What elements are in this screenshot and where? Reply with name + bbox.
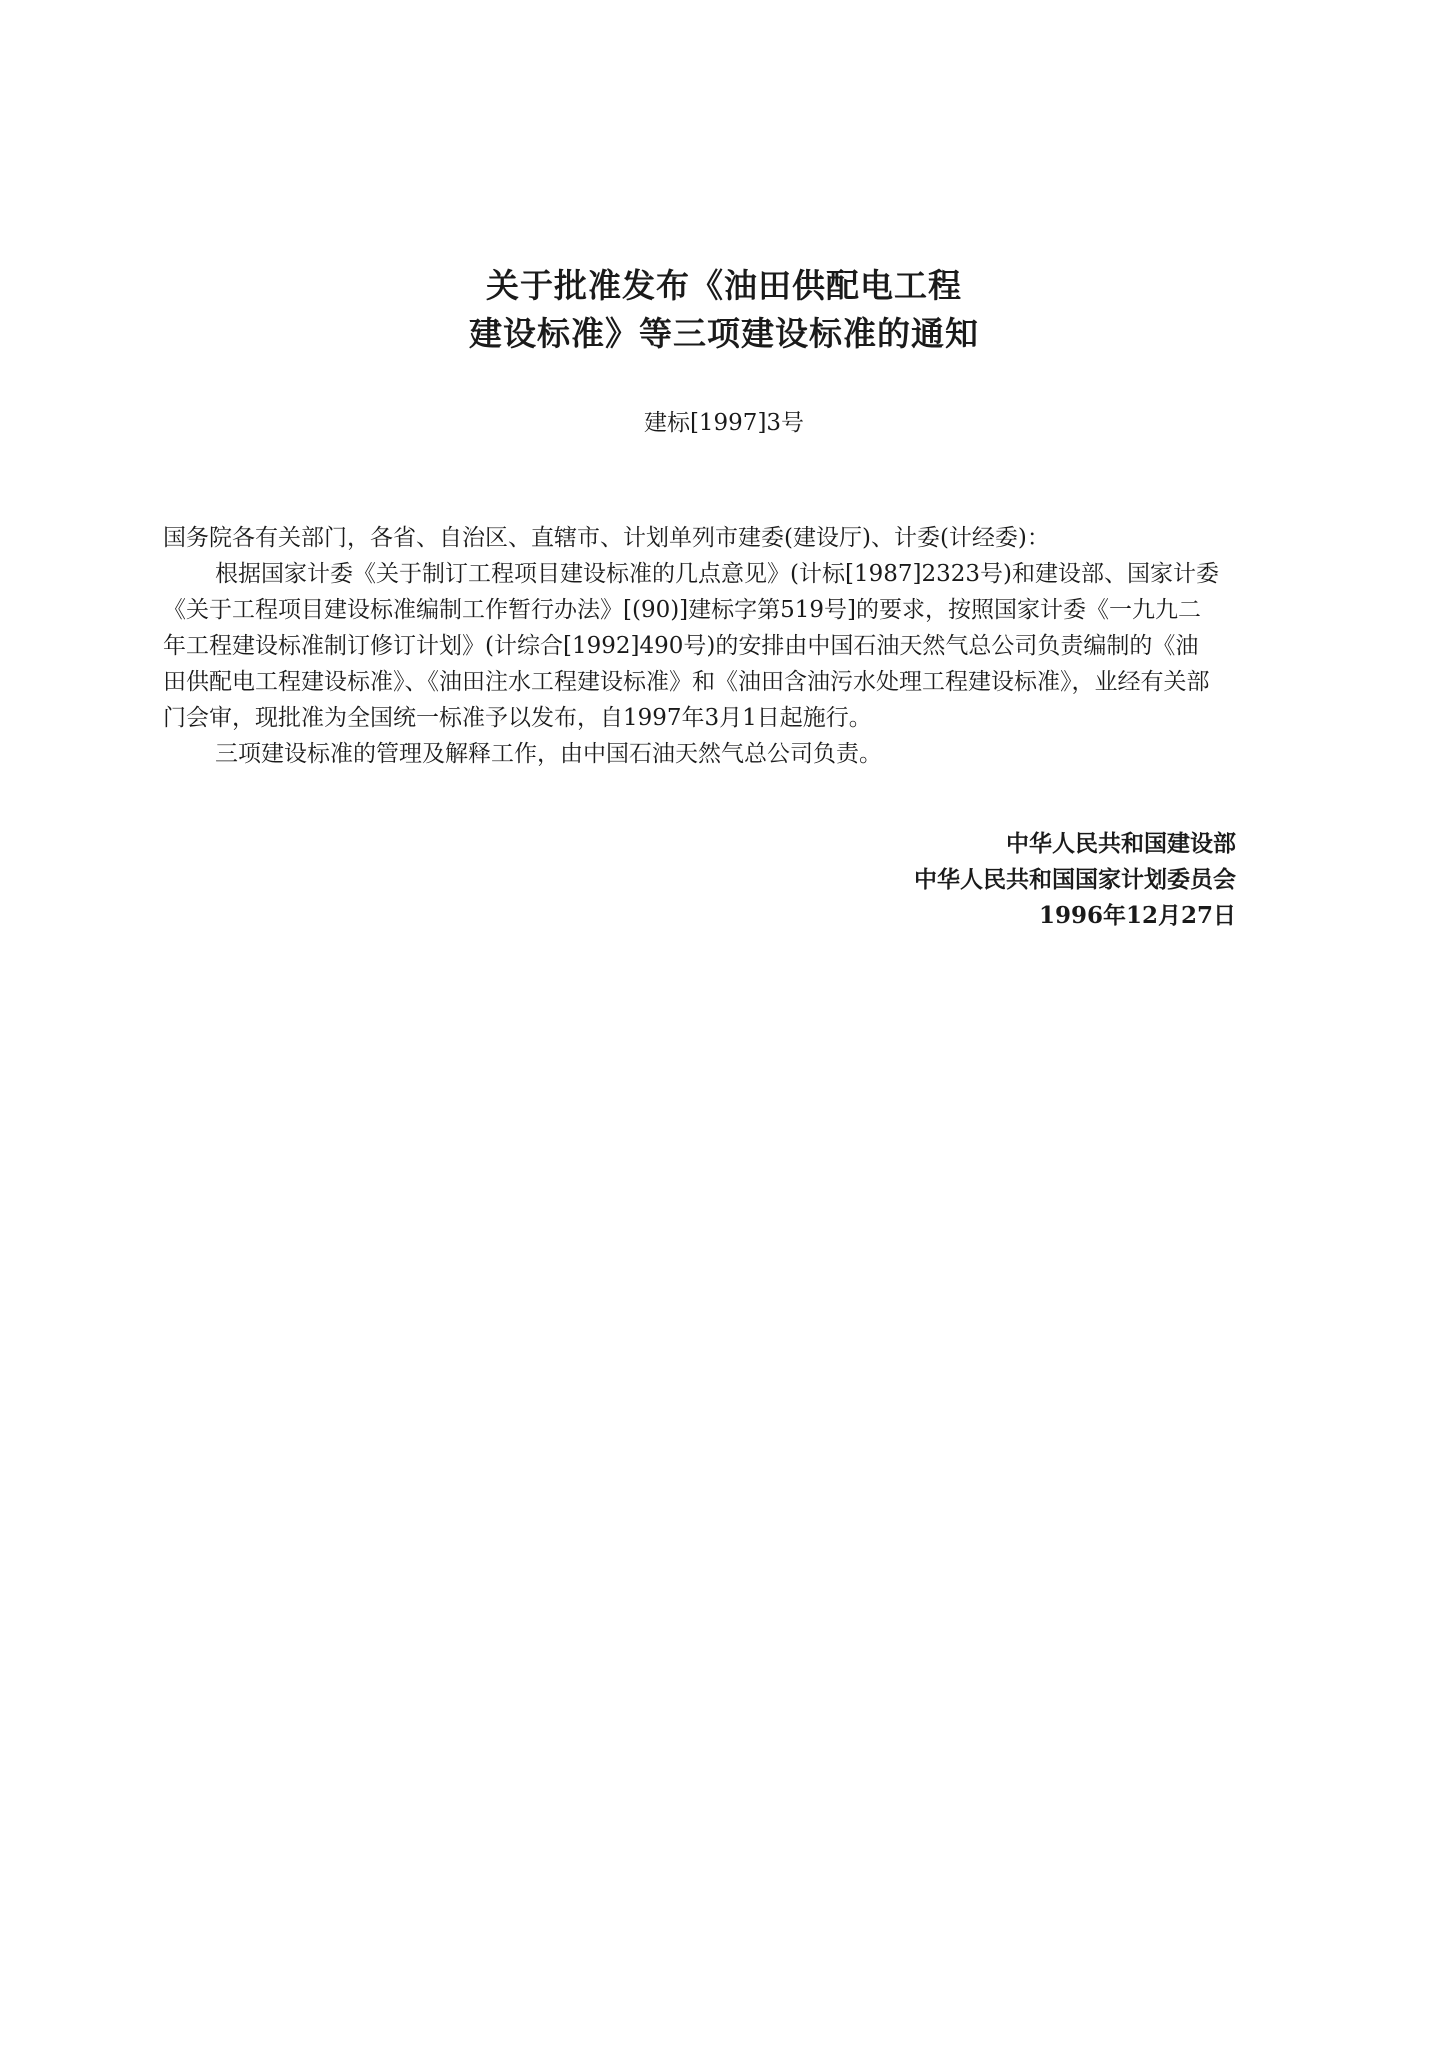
document-body <box>163 520 1293 772</box>
paragraph-2: 三项建设标准的管理及解释工作，由中国石油天然气总公司负责。 <box>215 741 882 767</box>
document-number: 建标[1997]3号 <box>643 410 805 436</box>
addressee: 国务院各有关部门，各省、自治区、直辖市、计划单列市建委(建设厅)、计委(计经委)： <box>163 525 1050 551</box>
paragraph-1-line: 田供配电工程建设标准》、《油田注水工程建设标准》和《油田含油污水处理工程建设标准》，业经有关部 <box>163 669 1210 695</box>
signatory-ministry-of-construction: 中华人民共和国建设部 <box>1006 830 1236 857</box>
paragraph-1-line: 《关于工程项目建设标准编制工作暂行办法》[(90)]建标字第519号]的要求，按照国家计委《一九九二 <box>163 597 1202 623</box>
document-title-line2: 建设标准》等三项建设标准的通知 <box>469 314 979 353</box>
issue-date: 1996年12月27日 <box>1038 902 1236 929</box>
document-title-line1: 关于批准发布《油田供配电工程 <box>486 266 962 305</box>
signatory-state-planning-commission: 中华人民共和国国家计划委员会 <box>914 866 1236 893</box>
paragraph-1-line: 根据国家计委《关于制订工程项目建设标准的几点意见》(计标[1987]2323号)和建设部、国家计委 <box>215 561 1219 587</box>
paragraph-1-line: 年工程建设标准制订修订计划》(计综合[1992]490号)的安排由中国石油天然气总公司负责编制的《油 <box>163 633 1199 659</box>
paragraph-1-line: 门会审，现批准为全国统一标准予以发布，自1997年3月1日起施行。 <box>163 705 872 731</box>
